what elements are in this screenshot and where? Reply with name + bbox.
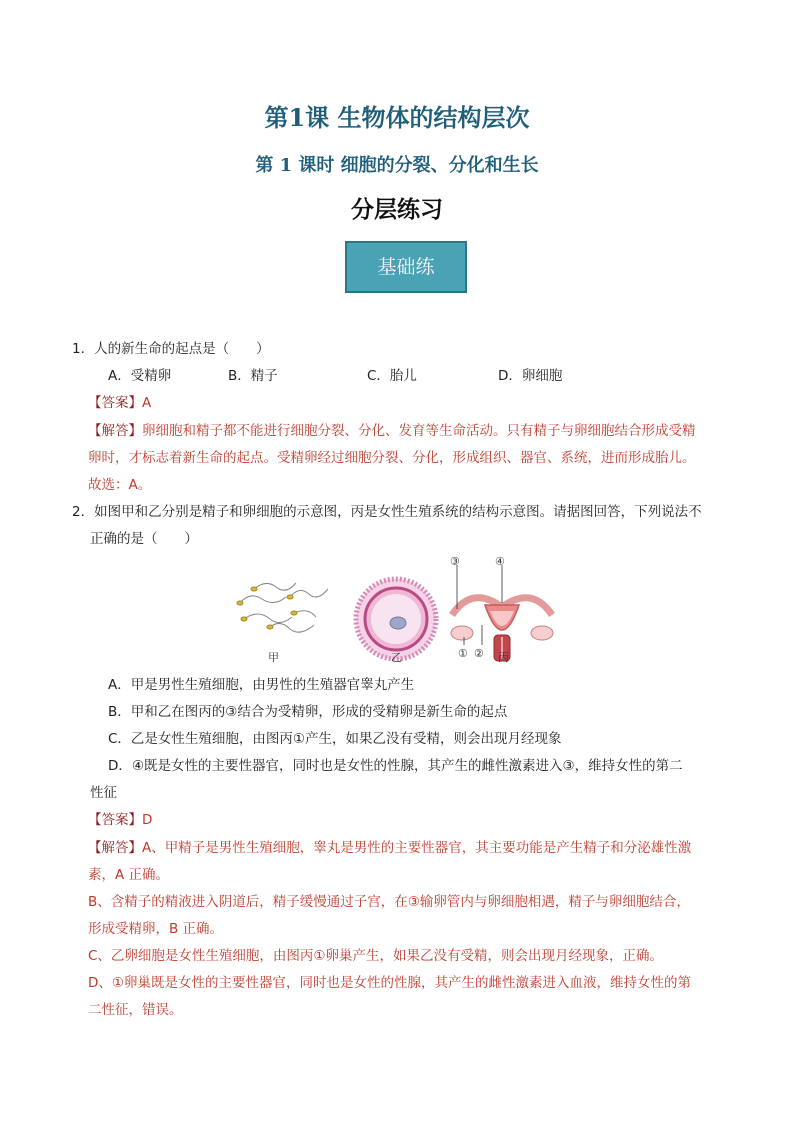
practice-heading: 分层练习 xyxy=(351,197,443,223)
q2-analysis-line: 【解答】A、甲精子是男性生殖细胞，睾丸是男性的主要性器官，其主要功能是产生精子和分泌雄性激 xyxy=(88,840,692,856)
q2-analysis-line: B、含精子的精液进入阴道后，精子缓慢通过子宫，在③输卵管内与卵细胞相遇，精子与卵细胞结合， xyxy=(88,894,690,910)
q2-analysis-line: C、乙卵细胞是女性生殖细胞，由图丙①卵巢产生，如果乙没有受精，则会出现月经现象，正确。 xyxy=(88,948,664,964)
q1-analysis-line: 【解答】卵细胞和精子都不能进行细胞分裂、分化、发育等生命活动。只有精子与卵细胞结合形成受精 xyxy=(88,423,696,439)
lesson-subtitle: 第 1 课时 细胞的分裂、分化和生长 xyxy=(255,155,539,176)
q2-answer xyxy=(88,810,152,830)
marker-4: ④ xyxy=(495,555,505,568)
q2-option-d-continued: 性征 xyxy=(90,785,117,801)
q1-option-b: B．精子 xyxy=(228,368,278,384)
q2-stem: 正确的是（ ） xyxy=(90,531,198,547)
marker-1: ① xyxy=(458,647,468,660)
q1-option-a: A．受精卵 xyxy=(108,368,172,384)
level-badge: 基础练 xyxy=(345,241,467,293)
analysis-tag: 【解答】 xyxy=(88,840,142,856)
q1-answer xyxy=(88,393,151,413)
q2-analysis-line: 素，A 正确。 xyxy=(88,867,170,883)
q2-option-c: C．乙是女性生殖细胞，由图丙①产生，如果乙没有受精，则会出现月经现象 xyxy=(108,731,562,747)
figure-label-yi: 乙 xyxy=(391,651,402,664)
analysis-tag: 【解答】 xyxy=(88,423,142,439)
lesson-title: 第1课 生物体的结构层次 xyxy=(264,103,530,132)
q1-option-d: D．卵细胞 xyxy=(498,368,563,384)
marker-3: ③ xyxy=(450,555,460,568)
answer-value: A xyxy=(142,395,152,411)
q2-analysis-line: D、①卵巢既是女性的主要性器官，同时也是女性的性腺，其产生的雌性激素进入血液，维持女性的第 xyxy=(88,975,691,991)
answer-value: D xyxy=(142,812,153,828)
figure-label-bing: 丙 xyxy=(498,651,509,664)
reproduction-figure xyxy=(230,553,580,665)
q2-option-d: D．④既是女性的主要性器官，同时也是女性的性腺，其产生的雌性激素进入③，维持女性的第二 xyxy=(108,758,683,774)
q2-option-b: B．甲和乙在图丙的③结合为受精卵，形成的受精卵是新生命的起点 xyxy=(108,704,508,720)
figure-label-jia: 甲 xyxy=(268,651,279,664)
q1-option-c: C．胎儿 xyxy=(367,368,417,384)
egg-cell-illustration xyxy=(356,579,436,659)
q1-analysis-line: 卵时，才标志着新生命的起点。受精卵经过细胞分裂、分化，形成组织、器官、系统，进而形成胎儿。 xyxy=(88,450,696,466)
q2-option-a: A．甲是男性生殖细胞，由男性的生殖器官睾丸产生 xyxy=(108,677,415,693)
q2-stem: 2．如图甲和乙分别是精子和卵细胞的示意图，丙是女性生殖系统的结构示意图。请据图回答，下列说法不 xyxy=(72,504,702,520)
sperm-illustration xyxy=(237,583,328,632)
q1-stem: 1．人的新生命的起点是（ ） xyxy=(72,341,270,357)
answer-tag: 【答案】 xyxy=(88,812,142,828)
q1-analysis-line: 故选：A。 xyxy=(88,477,152,493)
q2-analysis-line: 二性征，错误。 xyxy=(88,1002,183,1018)
marker-2: ② xyxy=(474,647,484,660)
q2-analysis-line: 形成受精卵，B 正确。 xyxy=(88,921,224,937)
answer-tag: 【答案】 xyxy=(88,395,142,411)
